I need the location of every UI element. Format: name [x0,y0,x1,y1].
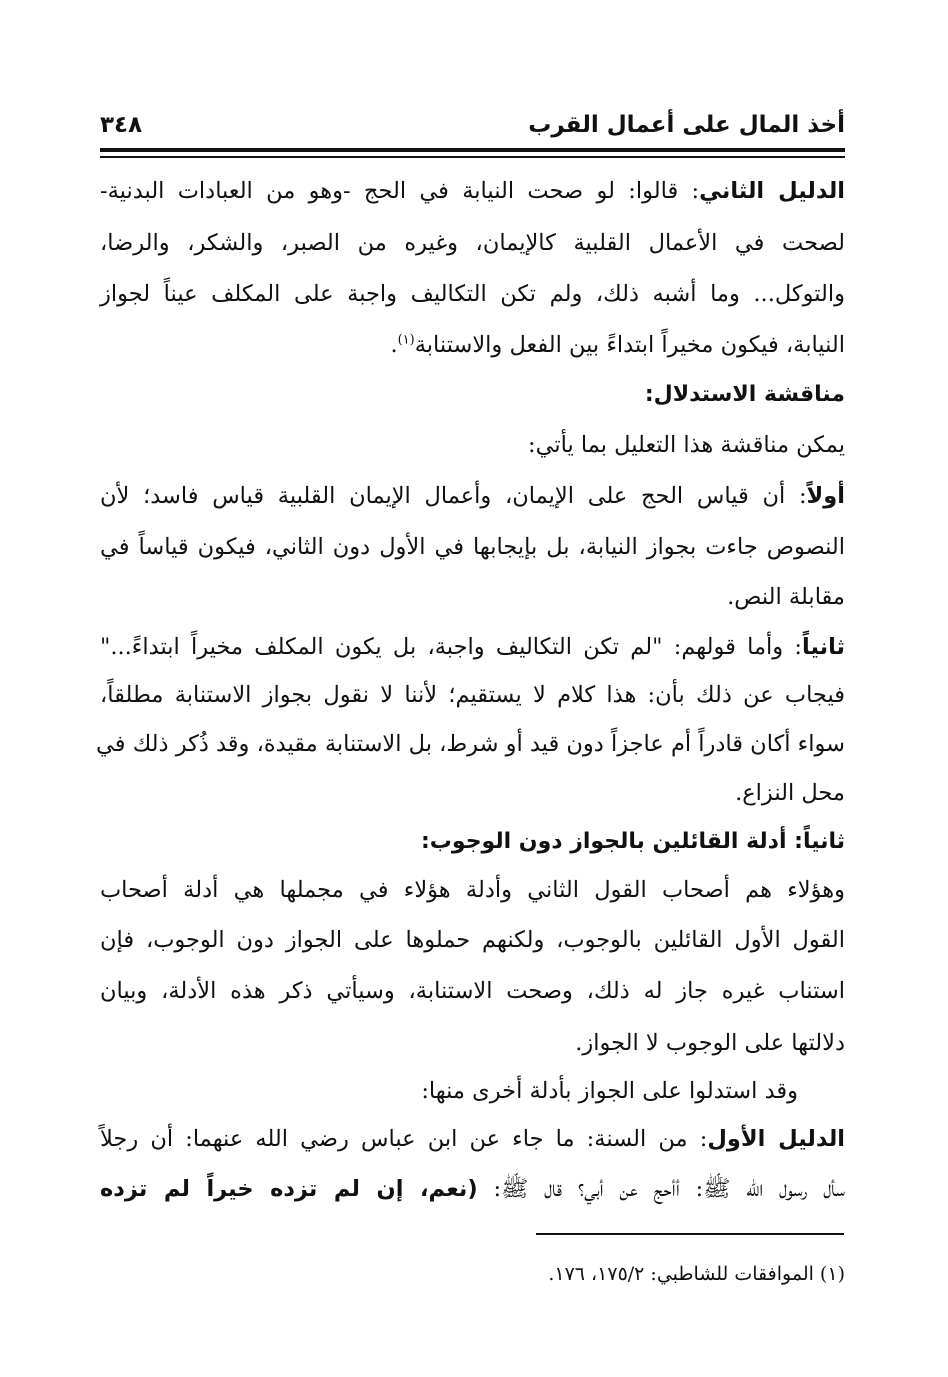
page-number: ٣٤٨ [100,112,143,138]
text-line: فيجاب عن ذلك بأن: هذا كلام لا يستقيم؛ لأننا لا نقول بجواز الاستنابة مطلقاً، [100,682,845,708]
text-line: سأل رسول الله ﷺ: أأحج عن أبي؟ قال ﷺ: (نعم، إن لم تزده خيراً لم تزده [100,1176,846,1202]
header-rule-thick [100,148,845,152]
text-line: مقابلة النص. [727,584,845,610]
footnote: (١) الموافقات للشاطبي: ١٧٥/٢، ١٧٦. [548,1263,845,1285]
footnote-ref: (١) [397,332,415,348]
text-line: استناب غيره جاز له ذلك، وصحت الاستنابة، وسيأتي ذكر هذه الأدلة، وبيان [100,978,845,1004]
text-line: أولاً: أن قياس الحج على الإيمان، وأعمال الإيمان القلبية قياس فاسد؛ لأن [100,483,845,509]
text-line: الدليل الثاني: قالوا: لو صحت النيابة في الحج -وهو من العبادات البدنية- [100,178,845,204]
section-heading: ثانياً: أدلة القائلين بالجواز دون الوجوب: [421,829,845,854]
text-line: النيابة، فيكون مخيراً ابتداءً بين الفعل والاستنابة$^{(١)}$. [390,332,845,358]
header-rule-thin [100,156,845,158]
text-line: الدليل الأول: من السنة: ما جاء عن ابن عباس رضي الله عنهما: أن رجلاً [100,1126,845,1152]
text-line: سواء أكان قادراً أم عاجزاً دون قيد أو شرط، بل الاستنابة مقيدة، وقد ذُكر ذلك في [96,731,845,757]
text-line: والتوكل... وما أشبه ذلك، ولم تكن التكاليف واجبة على المكلف عيناً لجواز [100,281,845,307]
text-line: القول الأول القائلين بالوجوب، ولكنهم حملوها على الجواز دون الوجوب، فإن [100,927,845,953]
text-line: يمكن مناقشة هذا التعليل بما يأتي: [528,432,845,458]
text-line: وهؤلاء هم أصحاب القول الثاني وأدلة هؤلاء في مجملها هي أدلة أصحاب [100,877,845,903]
text-line: النصوص جاءت بجواز النيابة، بل بإيجابها في الأول دون الثاني، فيكون قياساً في [100,534,845,560]
running-header [100,112,845,148]
text-line: وقد استدلوا على الجواز بأدلة أخرى منها: [421,1078,798,1104]
footnote-rule [536,1233,844,1235]
section-heading: مناقشة الاستدلال: [644,382,845,407]
text-line: محل النزاع. [735,780,845,806]
text-line: ثانياً: وأما قولهم: "لم تكن التكاليف واجبة، بل يكون المكلف مخيراً ابتداءً..." [100,634,845,660]
text-line: لصحت في الأعمال القلبية كالإيمان، وغيره من الصبر، والشكر، والرضا، [100,230,845,256]
header-title: أخذ المال على أعمال القرب [528,112,845,138]
text-line: دلالتها على الوجوب لا الجواز. [575,1030,845,1056]
